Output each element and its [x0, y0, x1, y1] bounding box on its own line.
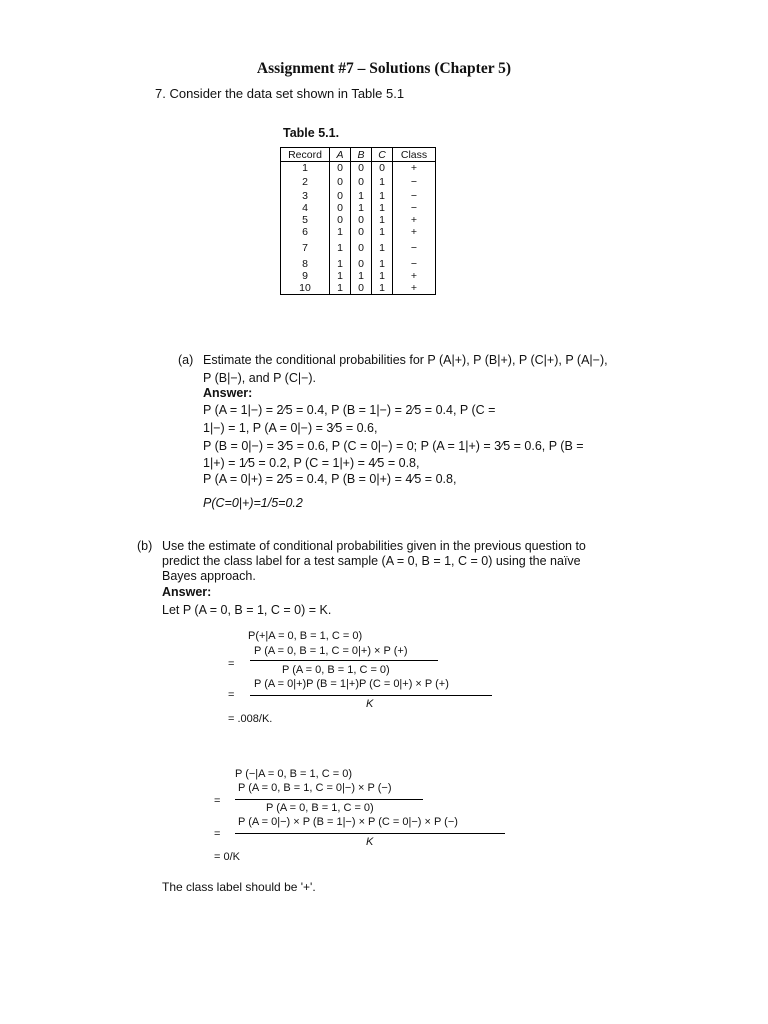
cell: 1 [330, 258, 351, 270]
cell: 2 [281, 174, 330, 190]
cell: 0 [351, 258, 372, 270]
neg-result: = 0/K [214, 851, 240, 863]
cell: 1 [330, 270, 351, 282]
cell: 1 [330, 282, 351, 295]
cell: 0 [330, 162, 351, 175]
col-header-b: B [351, 148, 372, 162]
cell: 1 [351, 202, 372, 214]
table-header-row [281, 148, 436, 162]
cell: 0 [351, 238, 372, 258]
cell: − [393, 190, 436, 202]
cell: 0 [330, 190, 351, 202]
part-b-answer-label: Answer: [162, 585, 212, 599]
cell: 0 [372, 162, 393, 175]
cell: 6 [281, 226, 330, 238]
cell: 1 [372, 282, 393, 295]
part-a-question-line-2: P (B|−), and P (C|−). [203, 371, 317, 385]
part-b-label: (b) [137, 539, 153, 553]
cell: 1 [351, 270, 372, 282]
table-row [281, 258, 436, 270]
pos-den2: K [366, 698, 374, 710]
col-header-a: A [330, 148, 351, 162]
cell: 1 [372, 190, 393, 202]
part-a-question-line-1: Estimate the conditional probabilities for P (A|+), P (B|+), P (C|+), P (A|−), [203, 353, 608, 367]
table-row [281, 162, 436, 175]
data-table [280, 147, 436, 295]
pos-num1: P (A = 0, B = 1, C = 0|+) × P (+) [254, 645, 408, 657]
table-row [281, 214, 436, 226]
table-row [281, 174, 436, 190]
neg-eq1: = [214, 795, 221, 807]
pos-result: = .008/K. [228, 713, 273, 725]
cell: 0 [330, 214, 351, 226]
cell: 3 [281, 190, 330, 202]
pos-frac-line-2 [250, 695, 492, 696]
table-row [281, 226, 436, 238]
pos-eq1: = [228, 658, 235, 670]
cell: + [393, 282, 436, 295]
cell: 4 [281, 202, 330, 214]
pos-eq2: = [228, 689, 235, 701]
cell: 0 [351, 226, 372, 238]
neg-den2: K [366, 836, 374, 848]
part-b-let-line: Let P (A = 0, B = 1, C = 0) = K. [162, 603, 332, 617]
neg-head: P (−|A = 0, B = 1, C = 0) [235, 768, 352, 780]
neg-num2: P (A = 0|−) × P (B = 1|−) × P (C = 0|−) × P (−) [238, 816, 458, 828]
neg-num1: P (A = 0, B = 1, C = 0|−) × P (−) [238, 782, 392, 794]
cell: 1 [372, 214, 393, 226]
part-a-answer-line: 1|−) = 1, P (A = 0|−) = 3⁄5 = 0.6, [203, 421, 378, 435]
cell: 8 [281, 258, 330, 270]
cell: + [393, 270, 436, 282]
cell: 0 [351, 282, 372, 295]
neg-den1: P (A = 0, B = 1, C = 0) [266, 802, 374, 814]
cell: 1 [372, 258, 393, 270]
part-a-answer-line: 1|+) = 1⁄5 = 0.2, P (C = 1|+) = 4⁄5 = 0.8, [203, 456, 420, 470]
part-a-answer-line: P (A = 1|−) = 2⁄5 = 0.4, P (B = 1|−) = 2⁄5 = 0.4, P (C = [203, 403, 496, 417]
cell: 0 [330, 202, 351, 214]
part-b-question-line-3: Bayes approach. [162, 569, 256, 583]
col-header-record: Record [281, 148, 330, 162]
pos-frac-line-1 [250, 660, 438, 661]
table-caption: Table 5.1. [283, 126, 340, 140]
cell: 1 [281, 162, 330, 175]
pos-num2: P (A = 0|+)P (B = 1|+)P (C = 0|+) × P (+) [254, 678, 449, 690]
cell: + [393, 162, 436, 175]
neg-frac-line-1 [235, 799, 423, 800]
pos-head: P(+|A = 0, B = 1, C = 0) [248, 630, 363, 642]
cell: 1 [330, 226, 351, 238]
cell: 1 [351, 190, 372, 202]
cell: 10 [281, 282, 330, 295]
table-row [281, 190, 436, 202]
part-a-answer-line: P (B = 0|−) = 3⁄5 = 0.6, P (C = 0|−) = 0; P (A = 1|+) = 3⁄5 = 0.6, P (B = [203, 439, 584, 453]
conclusion: The class label should be '+'. [162, 880, 316, 894]
cell: 1 [372, 202, 393, 214]
cell: 1 [330, 238, 351, 258]
question-7: 7. Consider the data set shown in Table 5.1 [155, 86, 405, 101]
part-a-answer-line: P(C=0|+)=1/5=0.2 [203, 496, 303, 510]
part-a-answer-label: Answer: [203, 386, 253, 400]
table-row [281, 238, 436, 258]
table-row [281, 270, 436, 282]
cell: 0 [330, 174, 351, 190]
table-row [281, 282, 436, 295]
cell: 1 [372, 226, 393, 238]
part-b-question-line-1: Use the estimate of conditional probabilities given in the previous question to [162, 539, 586, 553]
cell: − [393, 238, 436, 258]
part-a-label: (a) [178, 353, 194, 367]
neg-eq2: = [214, 828, 221, 840]
cell: 1 [372, 270, 393, 282]
cell: − [393, 174, 436, 190]
col-header-class: Class [393, 148, 436, 162]
cell: − [393, 202, 436, 214]
pos-den1: P (A = 0, B = 1, C = 0) [282, 664, 390, 676]
cell: 1 [372, 238, 393, 258]
page-title: Assignment #7 – Solutions (Chapter 5) [256, 60, 512, 77]
cell: 0 [351, 214, 372, 226]
col-header-c: C [372, 148, 393, 162]
cell: + [393, 226, 436, 238]
cell: 9 [281, 270, 330, 282]
cell: 1 [372, 174, 393, 190]
cell: 0 [351, 174, 372, 190]
cell: − [393, 258, 436, 270]
cell: 7 [281, 238, 330, 258]
table-row [281, 202, 436, 214]
part-a-answer-line: P (A = 0|+) = 2⁄5 = 0.4, P (B = 0|+) = 4⁄5 = 0.8, [203, 472, 457, 486]
neg-frac-line-2 [235, 833, 505, 834]
cell: + [393, 214, 436, 226]
cell: 5 [281, 214, 330, 226]
cell: 0 [351, 162, 372, 175]
part-b-question-line-2: predict the class label for a test sample (A = 0, B = 1, C = 0) using the naïve [162, 554, 581, 568]
